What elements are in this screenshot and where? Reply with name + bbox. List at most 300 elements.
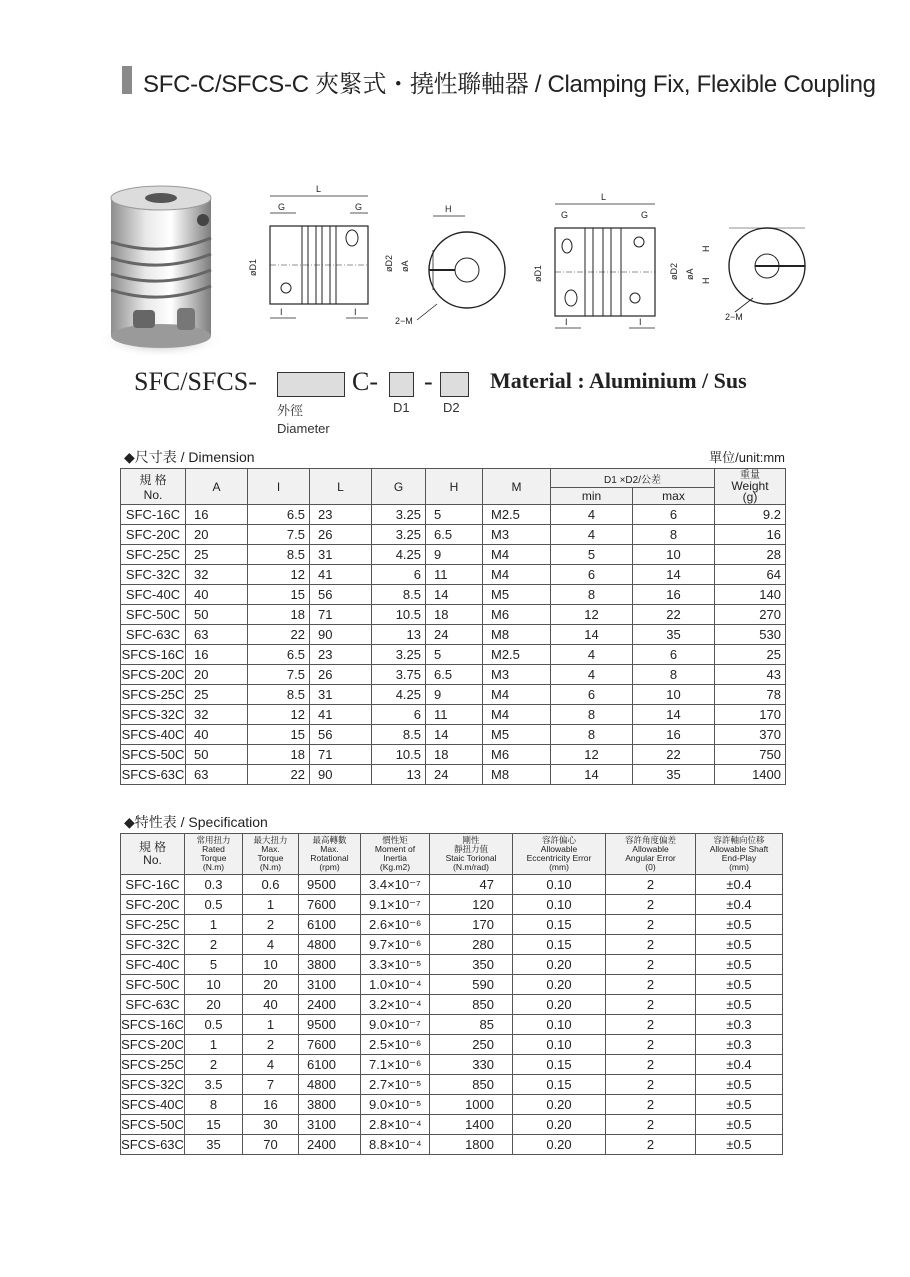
spec-model-cell: SFCS-20C — [121, 1035, 185, 1055]
dimension-cell: 20 — [186, 665, 248, 685]
dimension-cell: 8.5 — [372, 725, 426, 745]
spec-cell: 7600 — [299, 895, 361, 915]
dimension-cell: 63 — [186, 625, 248, 645]
dimension-cell: 9 — [426, 685, 483, 705]
dimension-cell: 4 — [551, 525, 633, 545]
spec-cell: 2 — [606, 1055, 696, 1075]
header-min: min — [551, 488, 633, 505]
dimension-cell: M4 — [483, 685, 551, 705]
sfcs-side-view-drawing — [515, 190, 705, 340]
spec-cell: ±0.5 — [696, 1075, 783, 1095]
spec-cell: 3.3×10⁻⁵ — [361, 955, 430, 975]
sfc-side-view-drawing — [240, 178, 410, 338]
dimension-cell: 8.5 — [372, 585, 426, 605]
diameter-label-cn: 外徑 — [277, 403, 304, 418]
dimension-cell: 4.25 — [372, 545, 426, 565]
spec-header-line: 慣性矩 — [382, 835, 408, 845]
spec-cell: 0.15 — [513, 915, 606, 935]
spec-header-cell — [361, 834, 430, 875]
spec-cell: 2.5×10⁻⁶ — [361, 1035, 430, 1055]
title-accent-bar — [122, 66, 132, 94]
dimension-cell: 8 — [633, 665, 715, 685]
spec-model-cell: SFC-32C — [121, 935, 185, 955]
spec-cell: 0.10 — [513, 1035, 606, 1055]
dimension-cell: 14 — [551, 625, 633, 645]
spec-cell: 0.5 — [185, 895, 243, 915]
dimension-cell: 15 — [248, 725, 310, 745]
header-a: A — [186, 469, 248, 505]
spec-cell: 3800 — [299, 1095, 361, 1115]
spec-cell: 0.20 — [513, 1115, 606, 1135]
dimension-cell: 12 — [248, 565, 310, 585]
dimension-model-cell: SFC-63C — [121, 625, 186, 645]
dimension-cell: 9.2 — [715, 505, 786, 525]
spec-header-cell — [696, 834, 783, 875]
spec-cell: 2.6×10⁻⁶ — [361, 915, 430, 935]
dim-label-i-right: I — [354, 307, 357, 317]
spec-cell: 5 — [185, 955, 243, 975]
unit-label: 單位/unit:mm — [709, 450, 785, 465]
dim-label-d2-sfcs: øD2 — [669, 262, 679, 280]
dimension-model-cell: SFCS-25C — [121, 685, 186, 705]
dimension-cell: 32 — [186, 565, 248, 585]
spec-header-cell — [121, 834, 185, 875]
spec-cell: 4 — [243, 935, 299, 955]
specification-row — [121, 875, 783, 895]
dimension-cell: 32 — [186, 705, 248, 725]
spec-cell: 9.1×10⁻⁷ — [361, 895, 430, 915]
dim-label-m: 2−M — [395, 316, 413, 326]
dimension-cell: 9 — [426, 545, 483, 565]
specification-row — [121, 955, 783, 975]
spec-cell: ±0.5 — [696, 1135, 783, 1155]
spec-model-cell: SFCS-25C — [121, 1055, 185, 1075]
spec-cell: ±0.4 — [696, 1055, 783, 1075]
spec-cell: 16 — [243, 1095, 299, 1115]
dimension-table-body — [121, 505, 786, 785]
spec-header-line: 靜扭力值 — [453, 844, 488, 854]
dimension-cell: 16 — [715, 525, 786, 545]
spec-header-line: Moment of — [374, 844, 416, 854]
spec-cell: 0.10 — [513, 1015, 606, 1035]
dimension-cell: 24 — [426, 625, 483, 645]
header-h: H — [426, 469, 483, 505]
dim-label-i-sfcs-right: I — [639, 317, 642, 327]
dimension-row — [121, 685, 786, 705]
spec-cell: 0.20 — [513, 1135, 606, 1155]
header-weight-en: Weight — [731, 479, 769, 493]
dimension-cell: 22 — [633, 605, 715, 625]
dimension-cell: M2.5 — [483, 505, 551, 525]
spec-header-cell — [513, 834, 606, 875]
dimension-model-cell: SFC-32C — [121, 565, 186, 585]
spec-cell: 0.10 — [513, 875, 606, 895]
spec-cell: 1800 — [430, 1135, 513, 1155]
dimension-cell: 3.25 — [372, 505, 426, 525]
spec-cell: ±0.5 — [696, 915, 783, 935]
dimension-cell: M2.5 — [483, 645, 551, 665]
dimension-cell: M8 — [483, 765, 551, 785]
dimension-cell: 12 — [248, 705, 310, 725]
dimension-cell: 41 — [310, 565, 372, 585]
dimension-cell: 8 — [633, 525, 715, 545]
spec-cell: 590 — [430, 975, 513, 995]
dim-label-g: G — [278, 202, 286, 212]
dimension-cell: 22 — [633, 745, 715, 765]
spec-cell: 1000 — [430, 1095, 513, 1115]
dimension-cell: 6 — [372, 705, 426, 725]
spec-cell: 20 — [185, 995, 243, 1015]
dimension-cell: 10 — [633, 685, 715, 705]
specification-row — [121, 935, 783, 955]
dimension-cell: 6.5 — [248, 505, 310, 525]
spec-cell: 0.15 — [513, 1075, 606, 1095]
spec-cell: ±0.5 — [696, 935, 783, 955]
coupling-photo — [93, 180, 228, 360]
dimension-cell: 10 — [633, 545, 715, 565]
dimension-cell: M4 — [483, 705, 551, 725]
spec-cell: 9.0×10⁻⁷ — [361, 1015, 430, 1035]
material-label: Material : Aluminium / Sus — [490, 368, 747, 393]
dimension-row — [121, 725, 786, 745]
spec-cell: 3.2×10⁻⁴ — [361, 995, 430, 1015]
spec-header-line: 規 格 — [138, 840, 167, 854]
spec-cell: 2400 — [299, 1135, 361, 1155]
dimension-cell: 28 — [715, 545, 786, 565]
specification-table — [120, 833, 783, 1155]
spec-cell: 8 — [185, 1095, 243, 1115]
dimension-cell: 43 — [715, 665, 786, 685]
header-weight-unit: (g) — [742, 490, 758, 504]
spec-header-line: (mm) — [549, 862, 569, 872]
specification-row — [121, 1095, 783, 1115]
spec-cell: 0.15 — [513, 1055, 606, 1075]
spec-header-cell — [430, 834, 513, 875]
spec-cell: 15 — [185, 1115, 243, 1135]
dimension-cell: M6 — [483, 745, 551, 765]
dimension-cell: 23 — [310, 505, 372, 525]
spec-header-line: 剛性 — [462, 835, 480, 845]
spec-cell: 1 — [185, 1035, 243, 1055]
dimension-cell: 14 — [426, 585, 483, 605]
dimension-cell: 41 — [310, 705, 372, 725]
spec-cell: 10 — [243, 955, 299, 975]
spec-cell: 3800 — [299, 955, 361, 975]
dimension-cell: 26 — [310, 665, 372, 685]
header-m: M — [483, 469, 551, 505]
spec-cell: 0.3 — [185, 875, 243, 895]
spec-cell: 9500 — [299, 875, 361, 895]
dimension-cell: 5 — [551, 545, 633, 565]
d2-box — [440, 372, 469, 397]
dimension-cell: 71 — [310, 745, 372, 765]
spec-cell: 0.20 — [513, 975, 606, 995]
specification-row — [121, 1115, 783, 1135]
spec-header-line: 容許角度偏差 — [624, 835, 676, 845]
spec-cell: ±0.5 — [696, 1115, 783, 1135]
dimension-row — [121, 545, 786, 565]
dimension-cell: 6 — [551, 565, 633, 585]
spec-header-line: 容許軸向位移 — [713, 835, 765, 845]
specification-row — [121, 1075, 783, 1095]
dimension-cell: 6 — [372, 565, 426, 585]
spec-cell: 2 — [606, 1135, 696, 1155]
spec-cell: 1 — [243, 895, 299, 915]
dimension-cell: 8.5 — [248, 545, 310, 565]
dimension-cell: 26 — [310, 525, 372, 545]
header-weight-cn: 重量 — [740, 470, 760, 481]
dim-label-i-sfcs: I — [565, 317, 568, 327]
specification-row — [121, 975, 783, 995]
dimension-cell: 14 — [633, 565, 715, 585]
dimension-row — [121, 585, 786, 605]
spec-header-line: No. — [143, 853, 162, 867]
dimension-row — [121, 505, 786, 525]
dimension-row — [121, 665, 786, 685]
spec-cell: 3.5 — [185, 1075, 243, 1095]
dimension-model-cell: SFC-50C — [121, 605, 186, 625]
spec-header-line: Allowable — [632, 844, 669, 854]
dimension-cell: 6 — [633, 505, 715, 525]
spec-model-cell: SFC-40C — [121, 955, 185, 975]
spec-cell: 10 — [185, 975, 243, 995]
dim-label-i: I — [280, 307, 283, 317]
spec-cell: 7.1×10⁻⁶ — [361, 1055, 430, 1075]
dimension-cell: 18 — [248, 745, 310, 765]
dimension-cell: 3.75 — [372, 665, 426, 685]
spec-cell: 8.8×10⁻⁴ — [361, 1135, 430, 1155]
dimension-cell: 50 — [186, 745, 248, 765]
spec-cell: 3100 — [299, 975, 361, 995]
dim-label-h: H — [445, 204, 452, 214]
spec-cell: 40 — [243, 995, 299, 1015]
spec-cell: 2 — [606, 875, 696, 895]
dimension-cell: 63 — [186, 765, 248, 785]
spec-cell: 3100 — [299, 1115, 361, 1135]
spec-header-cell — [606, 834, 696, 875]
spec-cell: 9.0×10⁻⁵ — [361, 1095, 430, 1115]
header-max: max — [633, 488, 715, 505]
sfc-end-view-drawing — [395, 200, 510, 330]
spec-header-line: Inertia — [383, 853, 407, 863]
dimension-model-cell: SFCS-16C — [121, 645, 186, 665]
model-prefix: SFC/SFCS- — [134, 367, 257, 396]
header-no-en: No. — [143, 488, 163, 502]
dimension-cell: 10.5 — [372, 745, 426, 765]
dimension-cell: 6 — [633, 645, 715, 665]
spec-cell: 20 — [243, 975, 299, 995]
sfcs-end-view-drawing — [695, 200, 810, 330]
dimension-cell: 16 — [186, 505, 248, 525]
dimension-model-cell: SFCS-63C — [121, 765, 186, 785]
dimension-header-row — [121, 469, 786, 488]
dimension-cell: 5 — [426, 505, 483, 525]
dimension-cell: 22 — [248, 625, 310, 645]
spec-cell: 2 — [606, 935, 696, 955]
spec-cell: 30 — [243, 1115, 299, 1135]
d1-label: D1 — [393, 400, 410, 415]
spec-cell: 2 — [243, 915, 299, 935]
dimension-table — [120, 468, 786, 785]
spec-cell: 2 — [606, 995, 696, 1015]
dim-label-l-sfcs: L — [601, 192, 607, 202]
spec-header-line: Angular Error — [625, 853, 676, 863]
dimension-cell: M8 — [483, 625, 551, 645]
spec-header-line: 最高轉數 — [312, 835, 347, 845]
dimension-row — [121, 625, 786, 645]
spec-cell: 350 — [430, 955, 513, 975]
dimension-cell: 35 — [633, 765, 715, 785]
spec-model-cell: SFC-20C — [121, 895, 185, 915]
dimension-cell: 4.25 — [372, 685, 426, 705]
dimension-cell: M3 — [483, 525, 551, 545]
specification-row — [121, 915, 783, 935]
spec-model-cell: SFCS-16C — [121, 1015, 185, 1035]
dimension-cell: 71 — [310, 605, 372, 625]
page-title: SFC-C/SFCS-C 夾緊式・撓性聯軸器 / Clamping Fix, Flexible Coupling — [143, 71, 876, 98]
model-middle: C- — [352, 367, 378, 396]
spec-model-cell: SFCS-50C — [121, 1115, 185, 1135]
dimension-cell: 56 — [310, 585, 372, 605]
dim-label-h-sfcs-lower: H — [701, 277, 711, 284]
spec-header-line: Max. — [320, 844, 339, 854]
dimension-cell: 270 — [715, 605, 786, 625]
spec-cell: 0.20 — [513, 1095, 606, 1115]
dimension-model-cell: SFC-16C — [121, 505, 186, 525]
spec-cell: 120 — [430, 895, 513, 915]
dimension-cell: 40 — [186, 585, 248, 605]
spec-header-cell — [185, 834, 243, 875]
spec-cell: 2.8×10⁻⁴ — [361, 1115, 430, 1135]
dimension-cell: 14 — [633, 705, 715, 725]
spec-cell: 35 — [185, 1135, 243, 1155]
dimension-cell: 90 — [310, 765, 372, 785]
dimension-cell: 18 — [426, 745, 483, 765]
spec-cell: 9.7×10⁻⁶ — [361, 935, 430, 955]
dim-label-a: øA — [400, 260, 410, 272]
dimension-cell: 4 — [551, 645, 633, 665]
dimension-cell: 14 — [426, 725, 483, 745]
spec-cell: 3.4×10⁻⁷ — [361, 875, 430, 895]
dimension-cell: 12 — [551, 745, 633, 765]
spec-header-line: (N.m/rad) — [453, 862, 489, 872]
spec-header-cell — [299, 834, 361, 875]
dim-label-g-sfcs-right: G — [641, 210, 649, 220]
header-g: G — [372, 469, 426, 505]
spec-cell: 280 — [430, 935, 513, 955]
dimension-cell: 6.5 — [426, 665, 483, 685]
spec-model-cell: SFC-63C — [121, 995, 185, 1015]
spec-cell: ±0.4 — [696, 895, 783, 915]
spec-cell: 1400 — [430, 1115, 513, 1135]
spec-cell: 2 — [606, 1095, 696, 1115]
spec-cell: 2 — [185, 935, 243, 955]
spec-cell: 2 — [606, 955, 696, 975]
spec-header-line: Allowable — [540, 844, 578, 854]
dimension-cell: 7.5 — [248, 525, 310, 545]
diameter-label-en: Diameter — [277, 421, 330, 436]
header-i: I — [248, 469, 310, 505]
spec-cell: 4 — [243, 1055, 299, 1075]
dimension-cell: M4 — [483, 565, 551, 585]
dimension-cell: 25 — [186, 685, 248, 705]
dimension-cell: 13 — [372, 765, 426, 785]
dimension-cell: 16 — [186, 645, 248, 665]
header-weight — [715, 469, 786, 505]
spec-header-line: (mm) — [729, 862, 749, 872]
spec-cell: 6100 — [299, 915, 361, 935]
dimension-cell: 3.25 — [372, 645, 426, 665]
spec-cell: 2 — [606, 975, 696, 995]
spec-header-line: Eccentricity Error — [526, 853, 592, 863]
spec-cell: 2 — [185, 1055, 243, 1075]
dimension-cell: 14 — [551, 765, 633, 785]
spec-model-cell: SFCS-32C — [121, 1075, 185, 1095]
dimension-model-cell: SFCS-32C — [121, 705, 186, 725]
dimension-cell: 8 — [551, 705, 633, 725]
spec-header-line: (Kg.m2) — [379, 862, 411, 872]
spec-header-cell — [243, 834, 299, 875]
spec-cell: ±0.5 — [696, 995, 783, 1015]
spec-cell: 1.0×10⁻⁴ — [361, 975, 430, 995]
dimension-cell: 6.5 — [426, 525, 483, 545]
dimension-row — [121, 705, 786, 725]
spec-header-line: Max. — [261, 844, 280, 854]
specification-table-body — [121, 875, 783, 1155]
dimension-cell: 8 — [551, 585, 633, 605]
spec-cell: 4800 — [299, 935, 361, 955]
dimension-cell: 530 — [715, 625, 786, 645]
dimension-cell: 24 — [426, 765, 483, 785]
dimension-cell: 6 — [551, 685, 633, 705]
spec-cell: 2 — [606, 1075, 696, 1095]
spec-model-cell: SFC-50C — [121, 975, 185, 995]
spec-cell: ±0.4 — [696, 875, 783, 895]
dimension-cell: 16 — [633, 725, 715, 745]
dimension-cell: 23 — [310, 645, 372, 665]
spec-cell: 7 — [243, 1075, 299, 1095]
dimension-cell: M4 — [483, 545, 551, 565]
dimension-row — [121, 765, 786, 785]
specification-row — [121, 895, 783, 915]
spec-cell: 2 — [606, 915, 696, 935]
dimension-cell: 35 — [633, 625, 715, 645]
diameter-box — [277, 372, 345, 397]
spec-model-cell: SFCS-40C — [121, 1095, 185, 1115]
spec-cell: 47 — [430, 875, 513, 895]
spec-cell: 9500 — [299, 1015, 361, 1035]
spec-cell: ±0.5 — [696, 955, 783, 975]
dimension-cell: M5 — [483, 585, 551, 605]
dimension-cell: 6.5 — [248, 645, 310, 665]
spec-cell: 0.20 — [513, 955, 606, 975]
specification-header-row — [121, 834, 783, 875]
spec-cell: ±0.3 — [696, 1015, 783, 1035]
dimension-cell: 10.5 — [372, 605, 426, 625]
dim-label-l: L — [316, 184, 322, 194]
spec-cell: ±0.3 — [696, 1035, 783, 1055]
specification-row — [121, 1015, 783, 1035]
spec-header-line: Staic Torional — [445, 853, 497, 863]
dimension-cell: 18 — [248, 605, 310, 625]
dimension-model-cell: SFC-20C — [121, 525, 186, 545]
dimension-cell: 25 — [186, 545, 248, 565]
spec-header-line: Torque — [257, 853, 284, 863]
dim-label-d2: øD2 — [384, 254, 394, 272]
spec-cell: 0.6 — [243, 875, 299, 895]
dimension-model-cell: SFCS-20C — [121, 665, 186, 685]
dimension-cell: 64 — [715, 565, 786, 585]
